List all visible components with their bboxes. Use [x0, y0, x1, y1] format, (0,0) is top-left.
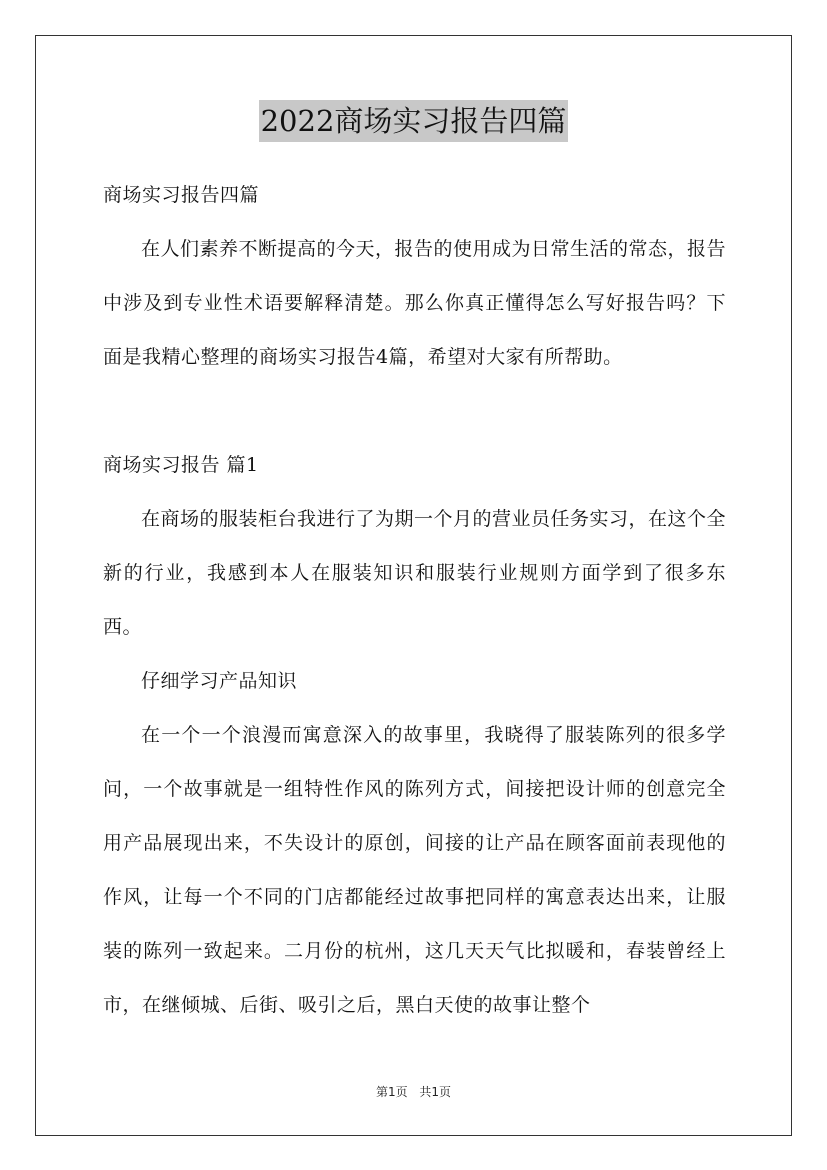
- document-body: [103, 168, 726, 1032]
- document-title: 2022商场实习报告四篇: [259, 100, 569, 142]
- page-footer: [0, 1083, 827, 1100]
- sub-heading: 仔细学习产品知识: [141, 670, 298, 692]
- subtitle: 商场实习报告四篇: [103, 184, 260, 206]
- body-paragraph: 在商场的服装柜台我进行了为期一个月的营业员任务实习，在这个全新的行业，我感到本人在服装知识和服装行业规则方面学到了很多东西。: [103, 508, 727, 638]
- title-container: [0, 100, 827, 142]
- page-total: 共1页: [419, 1085, 452, 1099]
- section-heading: 商场实习报告 篇1: [103, 454, 259, 476]
- intro-paragraph: 在人们素养不断提高的今天，报告的使用成为日常生活的常态，报告中涉及到专业性术语要解释清楚。那么你真正懂得怎么写好报告吗？下面是我精心整理的商场实习报告4篇，希望对大家有所帮助。: [103, 238, 727, 368]
- spacer: [103, 384, 726, 438]
- page-number: 第1页: [375, 1085, 408, 1099]
- body-paragraph: 在一个一个浪漫而寓意深入的故事里，我晓得了服装陈列的很多学问，一个故事就是一组特性作风的陈列方式，间接把设计师的创意完全用产品展现出来，不失设计的原创，间接的让产品在顾客面前表现他的作风，让每一个不同的门店都能经过故事把同样的寓意表达出来，让服装的陈列一致起来。二月份的杭州，这几天天气比拟暖和，春装曾经上市，在继倾城、后街、吸引之后，黑白天使的故事让整个: [103, 724, 726, 1016]
